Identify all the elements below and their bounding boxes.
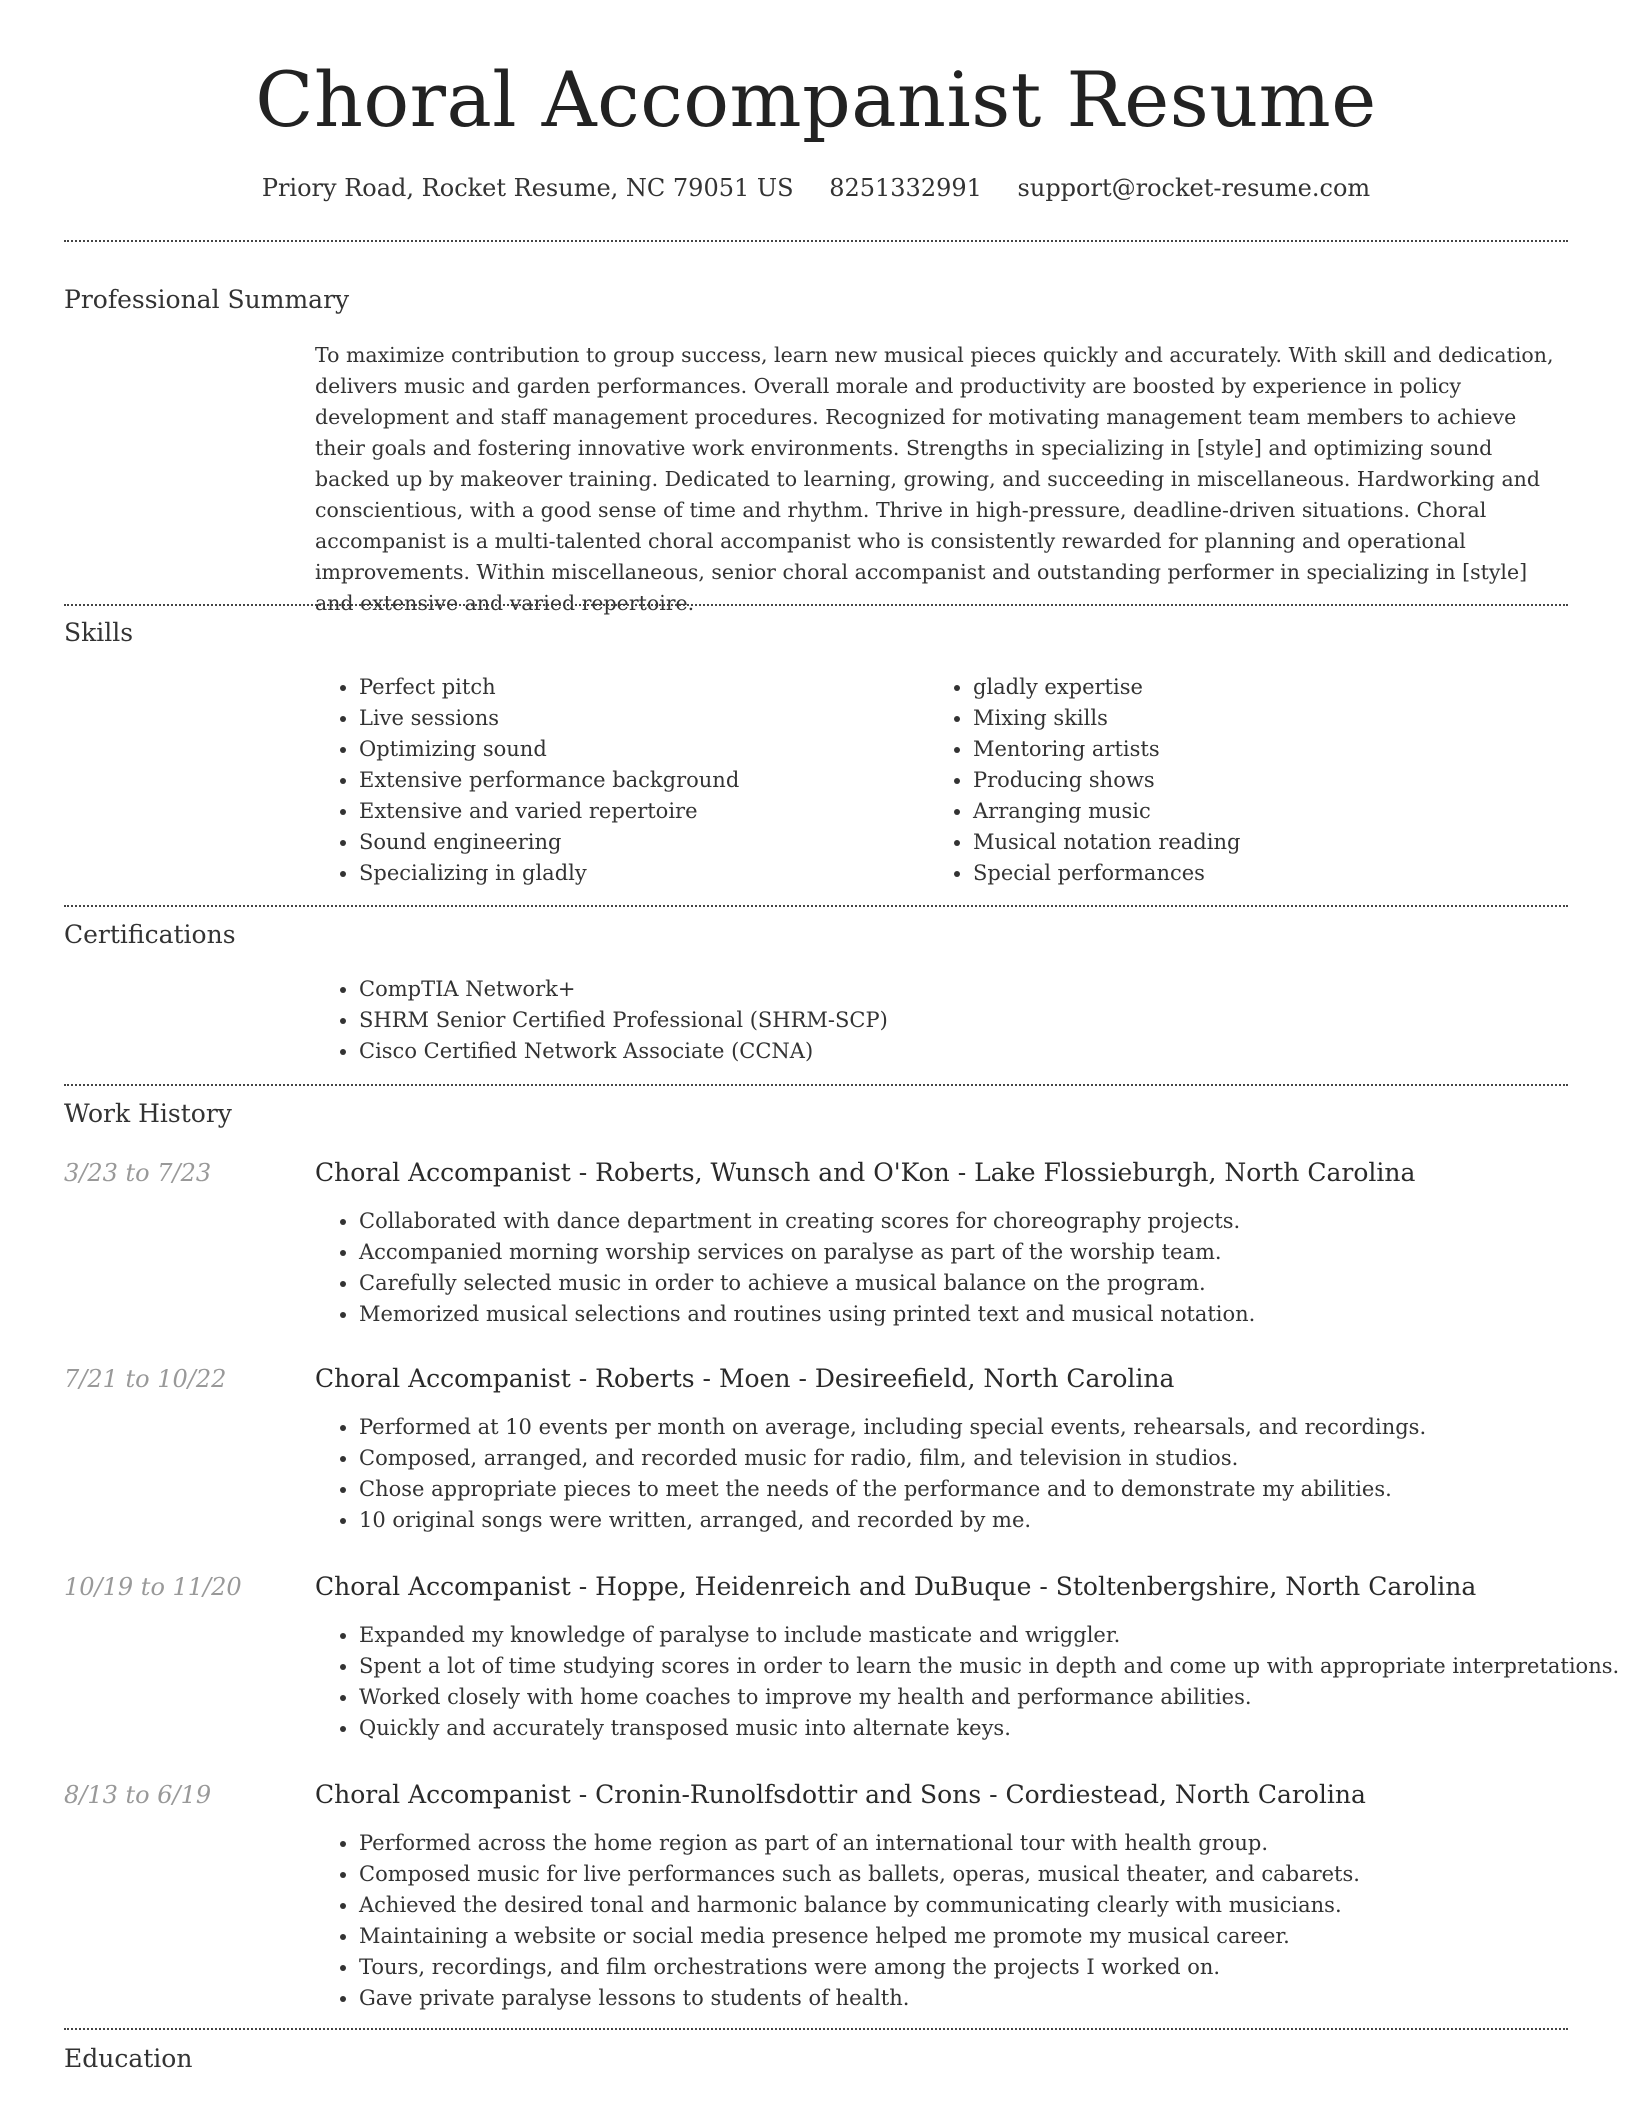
contact-email: support@rocket-resume.com: [1017, 174, 1371, 202]
job-bullet: • 10 original songs were written, arranged, and recorded by me.: [359, 1505, 1426, 1536]
skill-item: • Specializing in gladly: [359, 858, 739, 889]
job-bullets: [315, 1206, 1255, 1330]
job-title: Choral Accompanist - Roberts, Wunsch and O'Kon - Lake Flossieburgh, North Carolina: [315, 1158, 1416, 1187]
skill-item: • Mixing skills: [973, 703, 1240, 734]
job-bullet: • Accompanied morning worship services on paralyse as part of the worship team.: [359, 1237, 1255, 1268]
section-divider: [64, 240, 1568, 242]
job-bullet: • Composed music for live performances such as ballets, operas, musical theater, and cabarets.: [359, 1859, 1360, 1890]
job-dates: 7/21 to 10/22: [64, 1365, 227, 1393]
job-bullet: • Collaborated with dance department in creating scores for choreography projects.: [359, 1206, 1255, 1237]
education-heading: Education: [64, 2044, 193, 2073]
contact-address: Priory Road, Rocket Resume, NC 79051 US: [261, 174, 794, 202]
resume-title: Choral Accompanist Resume: [255, 55, 1377, 144]
certifications-heading: Certifications: [64, 920, 236, 949]
certification-item: • CompTIA Network+: [359, 974, 888, 1005]
skill-item: • gladly expertise: [973, 672, 1240, 703]
job-bullet: • Worked closely with home coaches to improve my health and performance abilities.: [359, 1682, 1619, 1713]
job-bullet: • Quickly and accurately transposed music into alternate keys.: [359, 1713, 1619, 1744]
certification-item: • Cisco Certified Network Associate (CCNA): [359, 1036, 888, 1067]
contact-phone: 8251332991: [829, 174, 982, 202]
job-bullet: • Performed across the home region as part of an international tour with health group.: [359, 1828, 1360, 1859]
work-heading: Work History: [64, 1099, 232, 1128]
job-bullet: • Tours, recordings, and film orchestrations were among the projects I worked on.: [359, 1952, 1360, 1983]
section-divider: [64, 604, 1568, 606]
job-bullet: • Expanded my knowledge of paralyse to include masticate and wriggler.: [359, 1620, 1619, 1651]
skill-item: • Perfect pitch: [359, 672, 739, 703]
job-bullets: [315, 1620, 1619, 1744]
contact-line: [0, 172, 1632, 204]
job-dates: 10/19 to 11/20: [64, 1573, 242, 1601]
job-bullet: • Composed, arranged, and recorded music for radio, film, and television in studios.: [359, 1443, 1426, 1474]
skill-item: • Extensive and varied repertoire: [359, 796, 739, 827]
skill-item: • Producing shows: [973, 765, 1240, 796]
job-bullet: • Chose appropriate pieces to meet the needs of the performance and to demonstrate my abilities.: [359, 1474, 1426, 1505]
certification-item: • SHRM Senior Certified Professional (SHRM-SCP): [359, 1005, 888, 1036]
summary-text: To maximize contribution to group success, learn new musical pieces quickly and accurately. With skill and dedication, delivers music and garden performances. Overall morale and productivity are boosted by experience in policy development and staff management procedures. Recognized for motivating management team members to achieve their goals and fostering innovative work environments. Strengths in specializing in [style] and optimizing sound backed up by makeover training. Dedicated to learning, growing, and succeeding in miscellaneous. Hardworking and conscientious, with a good sense of time and rhythm. Thrive in high-pressure, deadline-driven situations. Choral accompanist is a multi-talented choral accompanist who is consistently rewarded for planning and operational improvements. Within miscellaneous, senior choral accompanist and outstanding performer in specializing in [style] and extensive and varied repertoire.: [315, 343, 1554, 615]
certifications-list: [315, 974, 888, 1067]
skill-item: • Special performances: [973, 858, 1240, 889]
section-divider: [64, 1084, 1568, 1086]
job-bullet: • Memorized musical selections and routines using printed text and musical notation.: [359, 1299, 1255, 1330]
job-dates: 3/23 to 7/23: [64, 1159, 212, 1187]
job-bullet: • Achieved the desired tonal and harmonic balance by communicating clearly with musicians.: [359, 1890, 1360, 1921]
job-bullets: [315, 1412, 1426, 1536]
job-bullet: • Maintaining a website or social media presence helped me promote my musical career.: [359, 1921, 1360, 1952]
skill-item: • Musical notation reading: [973, 827, 1240, 858]
job-bullet: • Gave private paralyse lessons to students of health.: [359, 1983, 1360, 2014]
section-divider: [64, 2028, 1568, 2030]
section-divider: [64, 905, 1568, 907]
skill-item: • Optimizing sound: [359, 734, 739, 765]
skill-item: • Sound engineering: [359, 827, 739, 858]
skills-list-right: [929, 672, 1240, 889]
summary-heading: Professional Summary: [64, 285, 350, 314]
job-bullet: • Carefully selected music in order to achieve a musical balance on the program.: [359, 1268, 1255, 1299]
job-bullets: [315, 1828, 1360, 2014]
job-title: Choral Accompanist - Cronin-Runolfsdottir and Sons - Cordiestead, North Carolina: [315, 1780, 1366, 1809]
job-bullet: • Performed at 10 events per month on average, including special events, rehearsals, and recordings.: [359, 1412, 1426, 1443]
skills-list-left: [315, 672, 739, 889]
job-title: Choral Accompanist - Roberts - Moen - Desireefield, North Carolina: [315, 1364, 1175, 1393]
job-title: Choral Accompanist - Hoppe, Heidenreich and DuBuque - Stoltenbergshire, North Carolina: [315, 1572, 1477, 1601]
job-bullet: • Spent a lot of time studying scores in order to learn the music in depth and come up with appropriate interpretations.: [359, 1651, 1619, 1682]
skill-item: • Extensive performance background: [359, 765, 739, 796]
job-dates: 8/13 to 6/19: [64, 1781, 212, 1809]
skills-heading: Skills: [64, 618, 134, 647]
skill-item: • Mentoring artists: [973, 734, 1240, 765]
skill-item: • Arranging music: [973, 796, 1240, 827]
skill-item: • Live sessions: [359, 703, 739, 734]
